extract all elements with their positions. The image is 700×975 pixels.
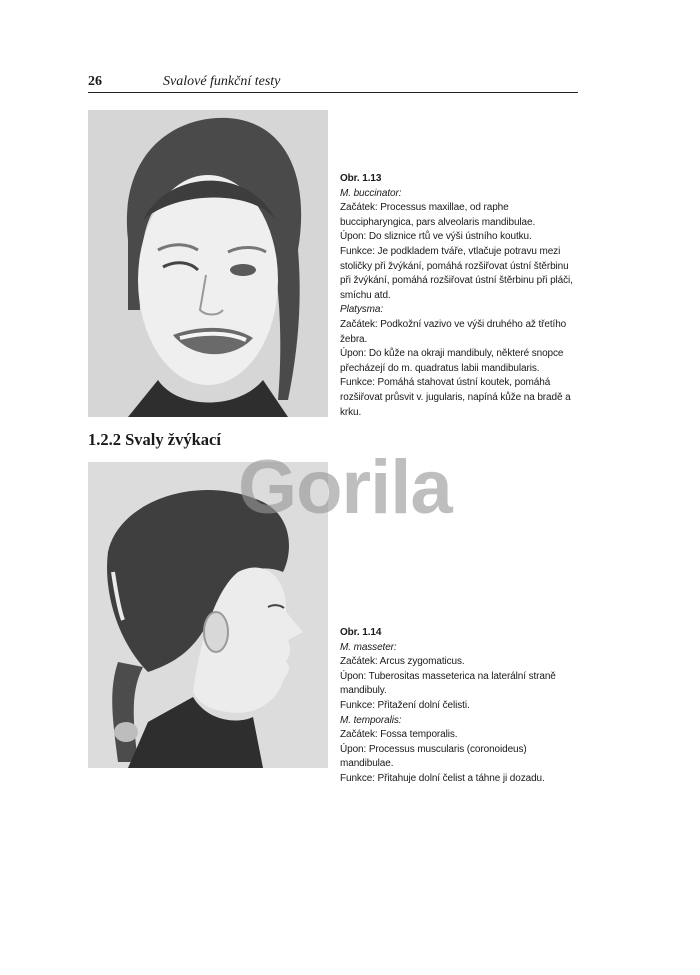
watermark-logo: Gorila <box>238 445 452 530</box>
muscle-name: M. masseter: <box>340 641 397 653</box>
page-header <box>88 74 578 92</box>
muscle-name: M. buccinator: <box>340 187 402 199</box>
running-title: Svalové funkční testy <box>163 74 281 89</box>
caption-line: Funkce: Pomáhá stahovat ústní koutek, pomáhá rozšiřovat průsvit v. jugularis, napíná kůže na bradě a krku. <box>340 377 571 418</box>
section-heading: 1.2.2 Svaly žvýkací <box>88 430 221 449</box>
figure-label: Obr. 1.13 <box>340 173 382 184</box>
caption-line: Začátek: Podkožní vazivo ve výši druhého až třetího žebra. <box>340 318 567 345</box>
muscle-name: Platysma: <box>340 304 384 316</box>
caption-line: Úpon: Do kůže na okraji mandibuly, některé snopce přecházejí do m. quadratus labii mandibularis. <box>340 348 564 374</box>
caption-line: Funkce: Je podkladem tváře, vtlačuje potravu mezi stoličky při žvýkání, pomáhá rozšiřovat ústní štěrbinu při žvýkání, pomáhá rozšiřovat ústní štěrbinu při pláči, smíchu atd. <box>340 245 573 301</box>
photo-buccinator <box>88 110 328 417</box>
caption-line: Začátek: Fossa temporalis. <box>340 729 458 741</box>
figure-caption-1-14 <box>340 626 580 787</box>
muscle-name: M. temporalis: <box>340 714 402 726</box>
caption-line: Úpon: Do sliznice rtů ve výši ústního koutku. <box>340 231 532 243</box>
header-rule <box>88 92 578 93</box>
caption-line: Funkce: Přitahuje dolní čelist a táhne ji dozadu. <box>340 772 545 784</box>
caption-line: Začátek: Processus maxillae, od raphe buccipharyngica, pars alveolaris mandibulae. <box>340 202 536 228</box>
caption-line: Úpon: Tuberositas masseterica na laterální straně mandibuly. <box>340 670 556 697</box>
figure-label: Obr. 1.14 <box>340 627 382 638</box>
figure-caption-1-13 <box>340 172 580 420</box>
caption-line: Začátek: Arcus zygomaticus. <box>340 656 465 668</box>
caption-line: Úpon: Processus muscularis (coronoideus) mandibulae. <box>340 743 527 770</box>
page-number: 26 <box>88 74 102 89</box>
caption-line: Funkce: Přitažení dolní čelisti. <box>340 699 470 711</box>
